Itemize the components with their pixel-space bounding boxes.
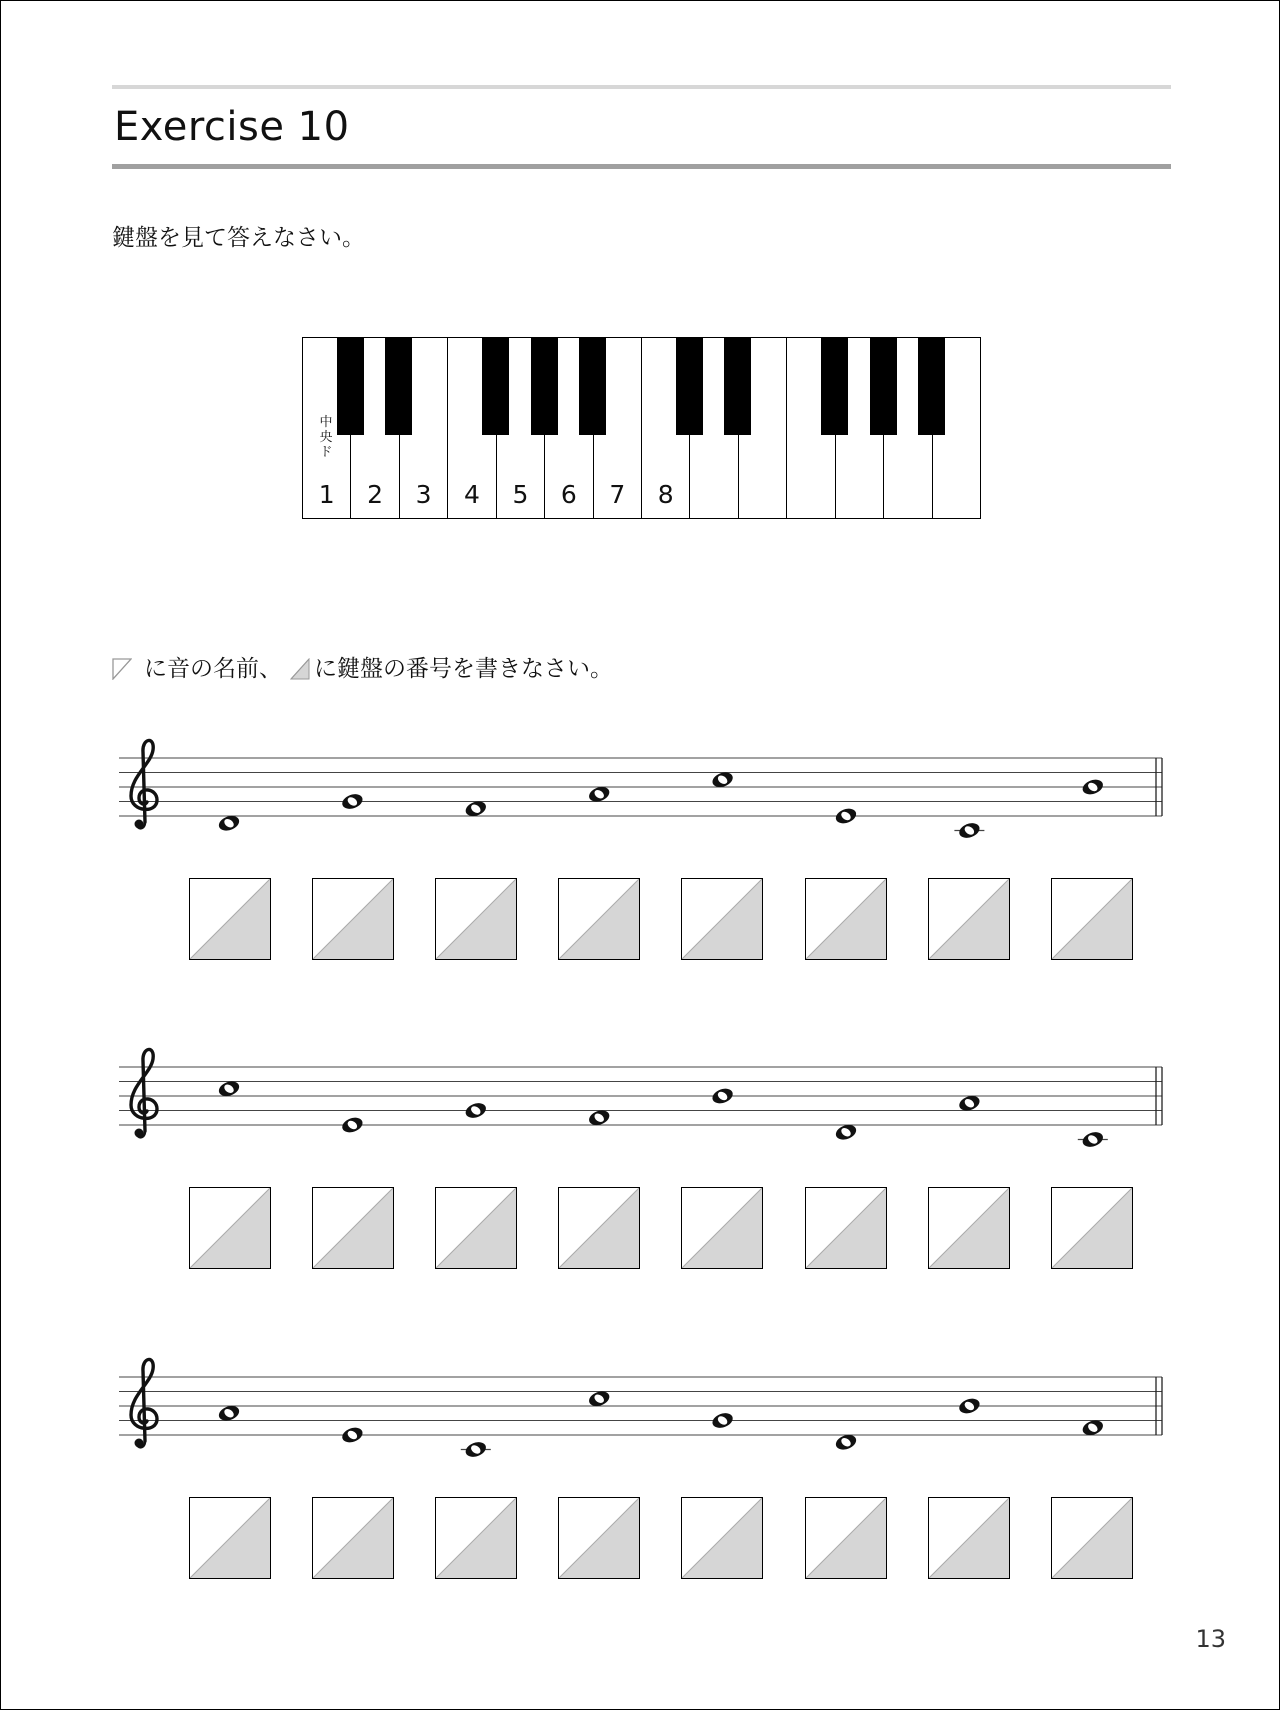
answer-box[interactable] <box>1051 878 1133 960</box>
answer-boxes-2 <box>189 1187 1133 1271</box>
answer-box[interactable] <box>1051 1497 1133 1579</box>
answer-box[interactable] <box>805 1497 887 1579</box>
page-number: 13 <box>1195 1625 1226 1653</box>
title-rule-top <box>112 85 1171 89</box>
treble-clef-icon <box>131 740 157 828</box>
answer-box[interactable] <box>189 1187 271 1269</box>
whole-note <box>1078 1130 1108 1150</box>
answer-box[interactable] <box>1051 1187 1133 1269</box>
answer-box[interactable] <box>928 1187 1010 1269</box>
black-key <box>821 337 848 435</box>
whole-note <box>464 1101 488 1121</box>
keyboard-instruction: 鍵盤を見て答えなさい。 <box>112 225 365 251</box>
answer-box[interactable] <box>312 1187 394 1269</box>
whole-note <box>710 1411 734 1431</box>
answer-boxes-3 <box>189 1497 1133 1581</box>
answer-box[interactable] <box>189 1497 271 1579</box>
answer-box[interactable] <box>805 878 887 960</box>
whole-note <box>954 821 984 841</box>
black-key <box>337 337 364 435</box>
answer-box[interactable] <box>558 878 640 960</box>
key-number: 1 <box>318 480 335 509</box>
answer-box[interactable] <box>435 1497 517 1579</box>
answer-instruction <box>112 651 613 687</box>
black-key <box>482 337 509 435</box>
answer-boxes-1 <box>189 878 1133 962</box>
whole-note <box>834 806 858 826</box>
answer-instruction-part1: に音の名前、 <box>144 656 282 682</box>
black-key <box>724 337 751 435</box>
key-number: 7 <box>609 480 626 509</box>
whole-note <box>1081 777 1105 797</box>
answer-box[interactable] <box>435 1187 517 1269</box>
key-number: 4 <box>464 480 480 509</box>
answer-box[interactable] <box>435 878 517 960</box>
answer-box[interactable] <box>558 1497 640 1579</box>
black-key <box>918 337 945 435</box>
whole-note <box>957 1396 981 1416</box>
title-rule-bottom <box>112 164 1171 169</box>
answer-box[interactable] <box>681 1187 763 1269</box>
answer-box[interactable] <box>681 1497 763 1579</box>
black-key <box>676 337 703 435</box>
key-number: 2 <box>367 480 384 509</box>
key-number: 5 <box>512 480 529 509</box>
answer-box[interactable] <box>928 878 1010 960</box>
whole-note <box>340 792 364 812</box>
whole-note <box>461 1440 491 1460</box>
black-key <box>385 337 412 435</box>
key-number: 6 <box>560 480 577 509</box>
answer-box[interactable] <box>558 1187 640 1269</box>
music-staff-2 <box>119 1045 1164 1165</box>
answer-box[interactable] <box>189 878 271 960</box>
music-staff-3 <box>119 1355 1164 1475</box>
middle-c-label: 中央ド <box>319 415 333 460</box>
whole-note <box>340 1425 364 1445</box>
black-key <box>579 337 606 435</box>
answer-box[interactable] <box>928 1497 1010 1579</box>
answer-box[interactable] <box>312 1497 394 1579</box>
black-key <box>870 337 897 435</box>
treble-clef-icon <box>131 1359 157 1447</box>
whole-note <box>340 1115 364 1135</box>
note-name-box-icon <box>112 658 132 680</box>
key-number: 3 <box>415 480 432 509</box>
music-staff-1 <box>119 736 1164 856</box>
answer-box[interactable] <box>312 878 394 960</box>
piano-keyboard <box>302 337 980 521</box>
treble-clef-icon <box>131 1049 157 1137</box>
answer-box[interactable] <box>681 878 763 960</box>
key-number-box-icon <box>290 658 310 680</box>
key-number: 8 <box>657 480 674 509</box>
answer-instruction-part2: に鍵盤の番号を書きなさい。 <box>314 656 613 682</box>
page-title: Exercise 10 <box>114 104 350 150</box>
whole-note <box>710 1086 734 1106</box>
answer-box[interactable] <box>805 1187 887 1269</box>
black-key <box>531 337 558 435</box>
